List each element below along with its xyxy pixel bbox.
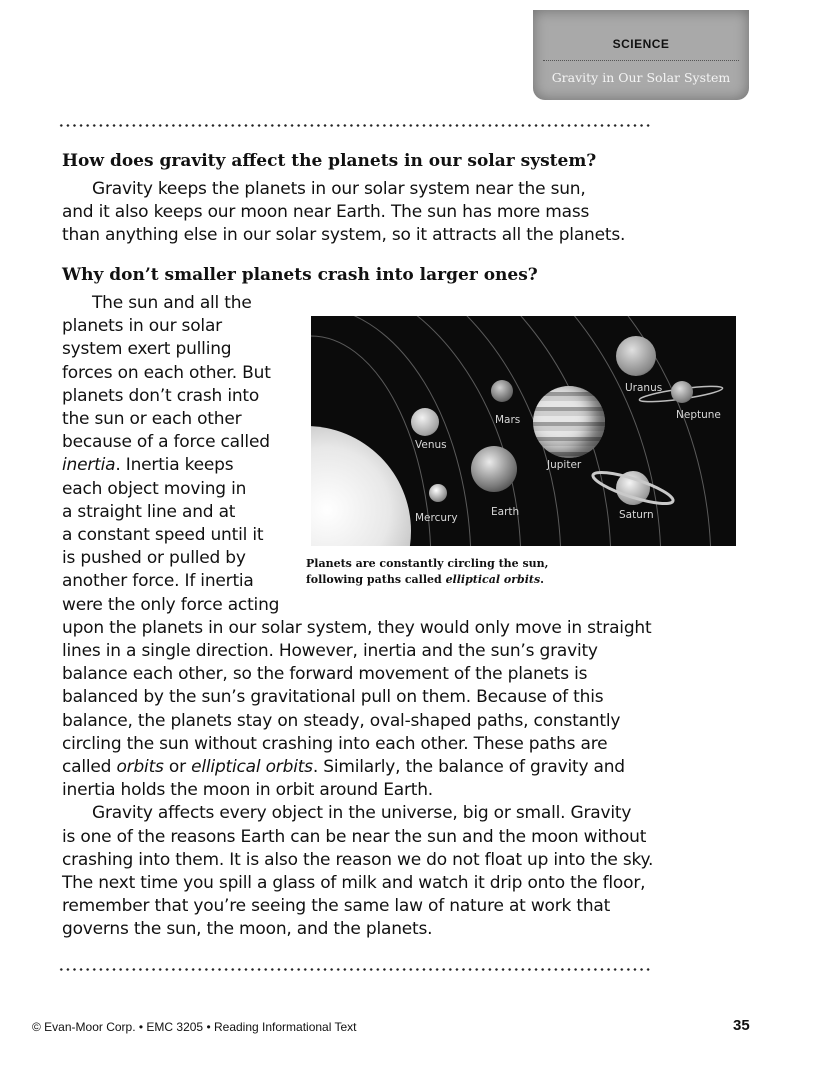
term-elliptical-orbits: elliptical orbits [191, 757, 313, 778]
solar-system-image [311, 316, 736, 546]
text-line: were the only force acting [62, 594, 280, 615]
text-line: lines in a single direction. However, inertia and the sun’s gravity [62, 641, 598, 662]
term-inertia: inertia [62, 455, 116, 476]
text-line: another force. If inertia [62, 571, 254, 592]
text-line-content: The sun and all the [92, 293, 252, 313]
text-line: is one of the reasons Earth can be near the sun and the moon without [62, 826, 647, 847]
text-line: inertia holds the moon in orbit around Earth. [62, 780, 433, 801]
section-title: Gravity in Our Solar System [551, 70, 731, 85]
text-line-content: Gravity affects every object in the universe, big or small. Gravity [92, 803, 632, 824]
text-line [62, 292, 653, 315]
planet-rings [311, 316, 736, 546]
text-line: and it also keeps our moon near Earth. The sun has more mass [62, 202, 590, 223]
section-tab [533, 10, 749, 100]
text-line: balanced by the sun’s gravitational pull on them. Because of this [62, 687, 604, 708]
label-venus: Venus [415, 439, 447, 451]
caption-line: following paths called [306, 573, 446, 586]
text-line [62, 802, 653, 825]
bottom-dotted-rule [58, 968, 653, 971]
caption-line: . [540, 573, 545, 586]
tab-divider [543, 60, 739, 61]
text-line [62, 756, 653, 779]
text-line-content: Gravity keeps the planets in our solar system near the sun, [92, 179, 586, 199]
footer-credit: © Evan-Moor Corp. • EMC 3205 • Reading Informational Text [32, 1020, 357, 1034]
text-line-content: or [163, 757, 192, 778]
term-orbits: orbits [116, 757, 164, 778]
text-line: because of a force called [62, 432, 270, 453]
caption-line: Planets are constantly circling the sun, [306, 557, 549, 570]
text-line: crashing into them. It is also the reason we do not float up into the sky. [62, 849, 654, 870]
label-jupiter: Jupiter [547, 459, 582, 471]
text-line: remember that you’re seeing the same law of nature at work that [62, 896, 611, 917]
label-mercury: Mercury [415, 512, 458, 524]
text-line: is pushed or pulled by [62, 548, 246, 569]
text-line: each object moving in [62, 478, 247, 499]
page-number: 35 [733, 1017, 750, 1034]
subject-label: SCIENCE [612, 37, 670, 51]
figure-caption [306, 556, 549, 588]
label-earth: Earth [491, 506, 520, 518]
text-line: system exert pulling [62, 339, 232, 360]
uranus-planet [616, 336, 656, 376]
text-line: than anything else in our solar system, so it attracts all the planets. [62, 225, 626, 246]
top-dotted-rule [58, 124, 653, 127]
text-line: planets don’t crash into [62, 385, 260, 406]
text-line: upon the planets in our solar system, they would only move in straight [62, 617, 652, 638]
text-line: circling the sun without crashing into each other. These paths are [62, 733, 608, 754]
text-line: forces on each other. But [62, 362, 271, 383]
text-line: a constant speed until it [62, 525, 264, 546]
text-line: governs the sun, the moon, and the planets. [62, 919, 433, 940]
text-line-content: . Inertia keeps [115, 455, 234, 476]
paragraph-gravity-planets [62, 178, 625, 248]
text-line: The next time you spill a glass of milk and watch it drip onto the floor, [62, 873, 646, 894]
text-line [62, 178, 625, 201]
label-mars: Mars [495, 414, 521, 426]
neptune-planet [671, 381, 693, 403]
label-uranus: Uranus [625, 382, 663, 394]
text-line-content: . Similarly, the balance of gravity and [312, 757, 625, 778]
heading-smaller-planets: Why don’t smaller planets crash into larger ones? [62, 265, 538, 285]
label-saturn: Saturn [619, 509, 654, 521]
text-line: planets in our solar [62, 316, 222, 337]
text-line: balance, the planets stay on steady, oval-shaped paths, constantly [62, 710, 621, 731]
text-line-content: called [62, 757, 117, 778]
saturn-ring [590, 466, 675, 509]
text-line: balance each other, so the forward movement of the planets is [62, 664, 588, 685]
label-neptune: Neptune [676, 409, 721, 421]
text-line: a straight line and at [62, 501, 236, 522]
caption-term: elliptical orbits [445, 573, 541, 586]
text-line: the sun or each other [62, 409, 242, 430]
heading-gravity-planets: How does gravity affect the planets in our solar system? [62, 151, 597, 171]
